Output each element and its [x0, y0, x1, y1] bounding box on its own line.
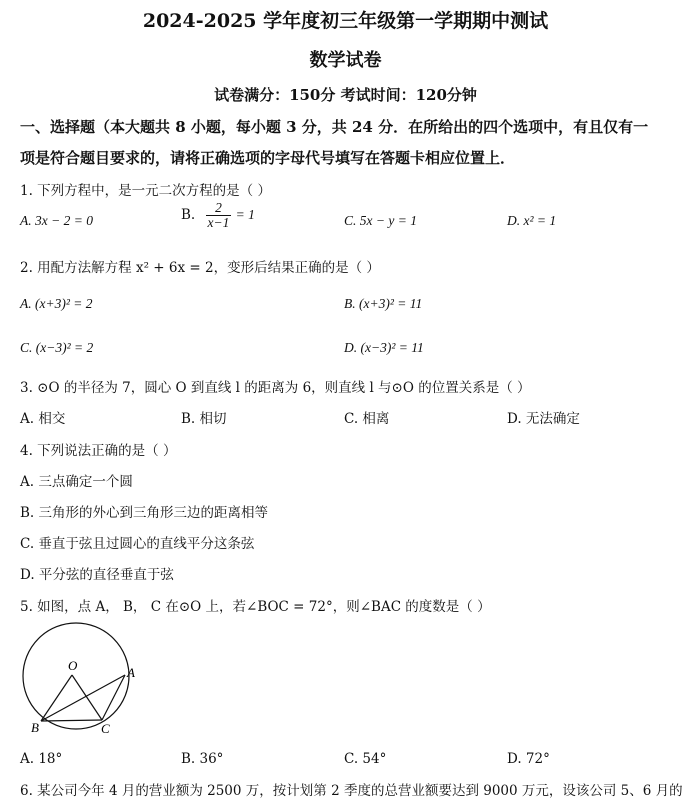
- segment-oc: [72, 675, 102, 720]
- circle-o: [23, 623, 129, 729]
- q5-option-b: B. 36°: [181, 751, 224, 767]
- q4-option-d: D. 平分弦的直径垂直于弦: [20, 567, 174, 583]
- q3-option-d: D. 无法确定: [507, 411, 580, 427]
- q4-option-a: A. 三点确定一个圆: [20, 474, 133, 490]
- q1-option-b-rest: = 1: [235, 207, 255, 223]
- question-1-stem: 1. 下列方程中，是一元二次方程的是（ ）: [20, 183, 271, 199]
- q5-option-d: D. 72°: [507, 751, 550, 767]
- q1-option-b-fraction: [206, 201, 232, 230]
- q1-option-c: C. 5x − y = 1: [344, 213, 417, 228]
- subject-title: 数学试卷: [309, 50, 382, 71]
- q2-option-d: D. (x−3)² = 11: [344, 340, 424, 355]
- question-2-stem: 2. 用配方法解方程 x² + 6x = 2，变形后结果正确的是（ ）: [20, 260, 380, 276]
- q3-option-c: C. 相离: [344, 411, 390, 427]
- q1-option-a: A. 3x − 2 = 0: [20, 213, 93, 228]
- fraction-numerator: 2: [206, 201, 232, 216]
- q4-option-c: C. 垂直于弦且过圆心的直线平分这条弦: [20, 536, 255, 552]
- exam-meta: 试卷满分：150分 考试时间：120分钟: [214, 86, 477, 104]
- q2-option-a: A. (x+3)² = 2: [20, 296, 93, 311]
- label-o: O: [68, 658, 78, 673]
- q5-option-c: C. 54°: [344, 751, 387, 767]
- label-b: B: [31, 720, 39, 735]
- q1-option-d: D. x² = 1: [507, 213, 557, 228]
- section-heading-line2: 项是符合题目要求的，请将正确选项的字母代号填写在答题卡相应位置上．: [20, 149, 516, 167]
- q4-option-b: B. 三角形的外心到三角形三边的距离相等: [20, 505, 269, 521]
- q1-option-b: [181, 201, 255, 230]
- q2-option-b: B. (x+3)² = 11: [344, 296, 423, 311]
- label-c: C: [101, 721, 110, 736]
- q2-option-c: C. (x−3)² = 2: [20, 340, 94, 355]
- question-5-stem: 5. 如图，点 A， B， C 在⊙O 上，若∠BOC = 72°，则∠BAC 的度数是（ ）: [20, 599, 491, 615]
- fraction-denominator: x−1: [207, 215, 230, 231]
- label-a: A: [127, 665, 135, 680]
- q5-option-a: A. 18°: [20, 751, 63, 767]
- q1-option-b-label: B.: [181, 207, 196, 224]
- exam-title: 2024-2025 学年度初三年级第一学期期中测试: [142, 10, 549, 32]
- q3-option-a: A. 相交: [20, 411, 66, 427]
- q3-option-b: B. 相切: [181, 411, 227, 427]
- segment-ob: [41, 675, 72, 721]
- segment-bc: [41, 720, 102, 721]
- question-3-stem: 3. ⊙O 的半径为 7，圆心 O 到直线 l 的距离为 6，则直线 l 与⊙O 的位置关系是（ ）: [20, 380, 531, 396]
- circle-figure: [14, 618, 144, 738]
- question-4-stem: 4. 下列说法正确的是（ ）: [20, 443, 177, 459]
- section-heading-line1: 一、选择题（本大题共 8 小题，每小题 3 分，共 24 分．在所给出的四个选项中，有且仅有一: [20, 118, 649, 136]
- question-6-stem: 6. 某公司今年 4 月的营业额为 2500 万，按计划第 2 季度的总营业额要达到 9000 万元，设该公司 5、6 月的: [20, 783, 683, 799]
